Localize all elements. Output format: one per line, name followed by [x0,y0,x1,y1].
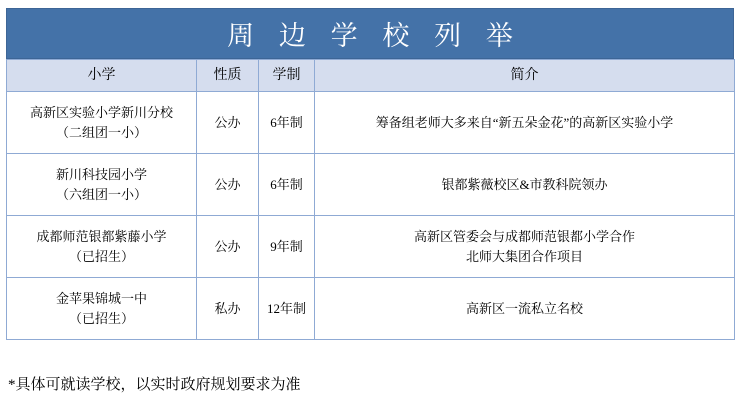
cell-school-name [7,278,197,340]
table-row [7,92,735,154]
cell-school-system: 6年制 [259,92,315,154]
school-name-line-2: （六组团一小） [55,186,147,202]
school-name-line-2: （二组团一小） [55,124,147,140]
cell-school-system: 9年制 [259,216,315,278]
table-header-row [7,60,735,92]
cell-school-description [315,154,735,216]
school-desc-line-1: 筹备组老师大多来自“新五朵金花”的高新区实验小学 [375,114,674,130]
school-name-line-1: 高新区实验小学新川分校 [29,105,173,120]
column-header-system: 学制 [259,60,315,92]
school-desc-line-1: 高新区管委会与成都师范银都小学合作 [413,229,635,244]
cell-school-description [315,216,735,278]
school-name-line-1: 金苹果锦城一中 [55,291,147,306]
cell-school-system: 6年制 [259,154,315,216]
schools-table [6,59,735,340]
column-header-school: 小学 [7,60,197,92]
school-name-line-1: 新川科技园小学 [55,167,147,182]
footnote: *具体可就读学校，以实时政府规划要求为准 [8,377,301,393]
cell-school-name [7,92,197,154]
cell-school-description [315,278,735,340]
school-desc-line-1: 银都紫薇校区&市教科院领办 [441,176,608,192]
table-row [7,154,735,216]
school-name-line-2: （已招生） [68,248,134,264]
column-header-description: 简介 [315,60,735,92]
cell-school-name [7,216,197,278]
table-header [7,60,735,92]
school-name-line-2: （已招生） [68,310,134,326]
table-row [7,216,735,278]
cell-school-type: 私办 [197,278,259,340]
cell-school-description [315,92,735,154]
column-header-type: 性质 [197,60,259,92]
page-title: 周 边 学 校 列 举 [227,21,522,51]
cell-school-type: 公办 [197,92,259,154]
page-title-bar [6,8,734,59]
table-row [7,278,735,340]
cell-school-name [7,154,197,216]
cell-school-type: 公办 [197,154,259,216]
cell-school-system: 12年制 [259,278,315,340]
school-desc-line-2: 北师大集团合作项目 [465,248,583,264]
school-name-line-1: 成都师范银都紫藤小学 [36,229,167,244]
cell-school-type: 公办 [197,216,259,278]
table-body [7,92,735,340]
school-desc-line-1: 高新区一流私立名校 [465,300,583,316]
